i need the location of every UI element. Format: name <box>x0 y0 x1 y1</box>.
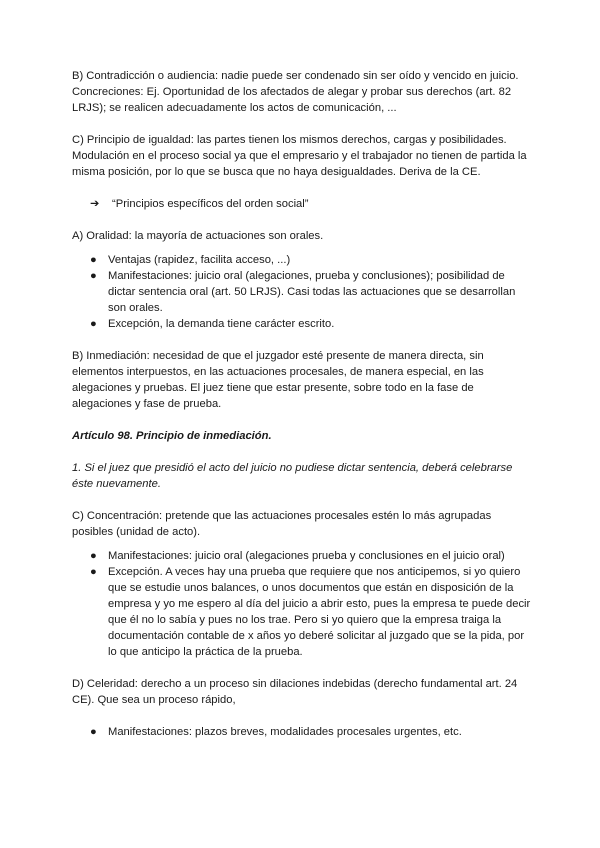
list-item: ● Manifestaciones: juicio oral (alegaciones prueba y conclusiones en el juicio oral) <box>90 550 505 562</box>
bullet-icon: ● <box>90 550 97 562</box>
bullet-icon: ● <box>90 726 97 738</box>
paragraph-oralidad: A) Oralidad: la mayoría de actuaciones son orales. <box>72 230 324 242</box>
concentracion-list <box>72 548 532 660</box>
celeridad-list <box>72 724 532 740</box>
list-item: ● Ventajas (rapidez, facilita acceso, ...) <box>90 254 291 266</box>
document-body <box>72 68 532 740</box>
list-item: ● Manifestaciones: juicio oral (alegaciones, prueba y conclusiones); posibilidad de dictar sentencia oral (art. 50 LRJS). Casi todas las actuaciones que se desarrollan son orales. <box>90 270 516 314</box>
arrow-item-text: “Principios específicos del orden social” <box>112 198 309 210</box>
bullet-icon: ● <box>90 254 97 266</box>
articulo-heading: Artículo 98. Principio de inmediación. <box>72 430 272 442</box>
oralidad-list <box>72 252 532 332</box>
list-item: ● Manifestaciones: plazos breves, modalidades procesales urgentes, etc. <box>90 726 462 738</box>
bullet-icon: ● <box>90 566 97 578</box>
paragraph-celeridad: D) Celeridad: derecho a un proceso sin dilaciones indebidas (derecho fundamental art. 24 CE). Que sea un proceso rápido, <box>72 678 518 706</box>
bullet-icon: ● <box>90 270 97 282</box>
arrow-list-item <box>90 196 532 212</box>
arrow-icon: ➔ <box>90 198 100 210</box>
bullet-icon: ● <box>90 318 97 330</box>
paragraph-contradiccion: B) Contradicción o audiencia: nadie puede ser condenado sin ser oído y vencido en juicio. Concreciones: Ej. Oportunidad de los afectados de alegar y probar sus derechos (art. 82 LRJS); se realicen adecuadamente los actos de comunicación, ... <box>72 70 519 114</box>
paragraph-inmediacion: B) Inmediación: necesidad de que el juzgador esté presente de manera directa, sin elementos interpuestos, en las actuaciones procesales, de manera especial, en las alegaciones y pruebas. El juez tiene que estar presente, sobre todo en la fase de alegaciones y fase de prueba. <box>72 350 484 410</box>
paragraph-igualdad: C) Principio de igualdad: las partes tienen los mismos derechos, cargas y posibilidades. Modulación en el proceso social ya que el empresario y el trabajador no tienen de partida la misma posición, por lo que se busca que no haya desigualdades. Deriva de la CE. <box>72 134 527 178</box>
list-item: ● Excepción, la demanda tiene carácter escrito. <box>90 318 335 330</box>
articulo-text: 1. Si el juez que presidió el acto del juicio no pudiese dictar sentencia, deberá celebrarse éste nuevamente. <box>72 462 513 490</box>
list-item: ● Excepción. A veces hay una prueba que requiere que nos anticipemos, si yo quiero que se estudie unos balances, o unos documentos que están en disposición de la empresa y yo me espero al día del juicio a abrir esto, pues la empresa te puede decir que él no lo sabía y pues no los trae. Pero si yo quiero que la empresa traiga la documentación contable de x años yo deberé solicitar al juzgado que se la pida, por lo que anticipo la práctica de la prueba. <box>90 566 531 658</box>
paragraph-concentracion: C) Concentración: pretende que las actuaciones procesales estén lo más agrupadas posibles (unidad de acto). <box>72 510 492 538</box>
